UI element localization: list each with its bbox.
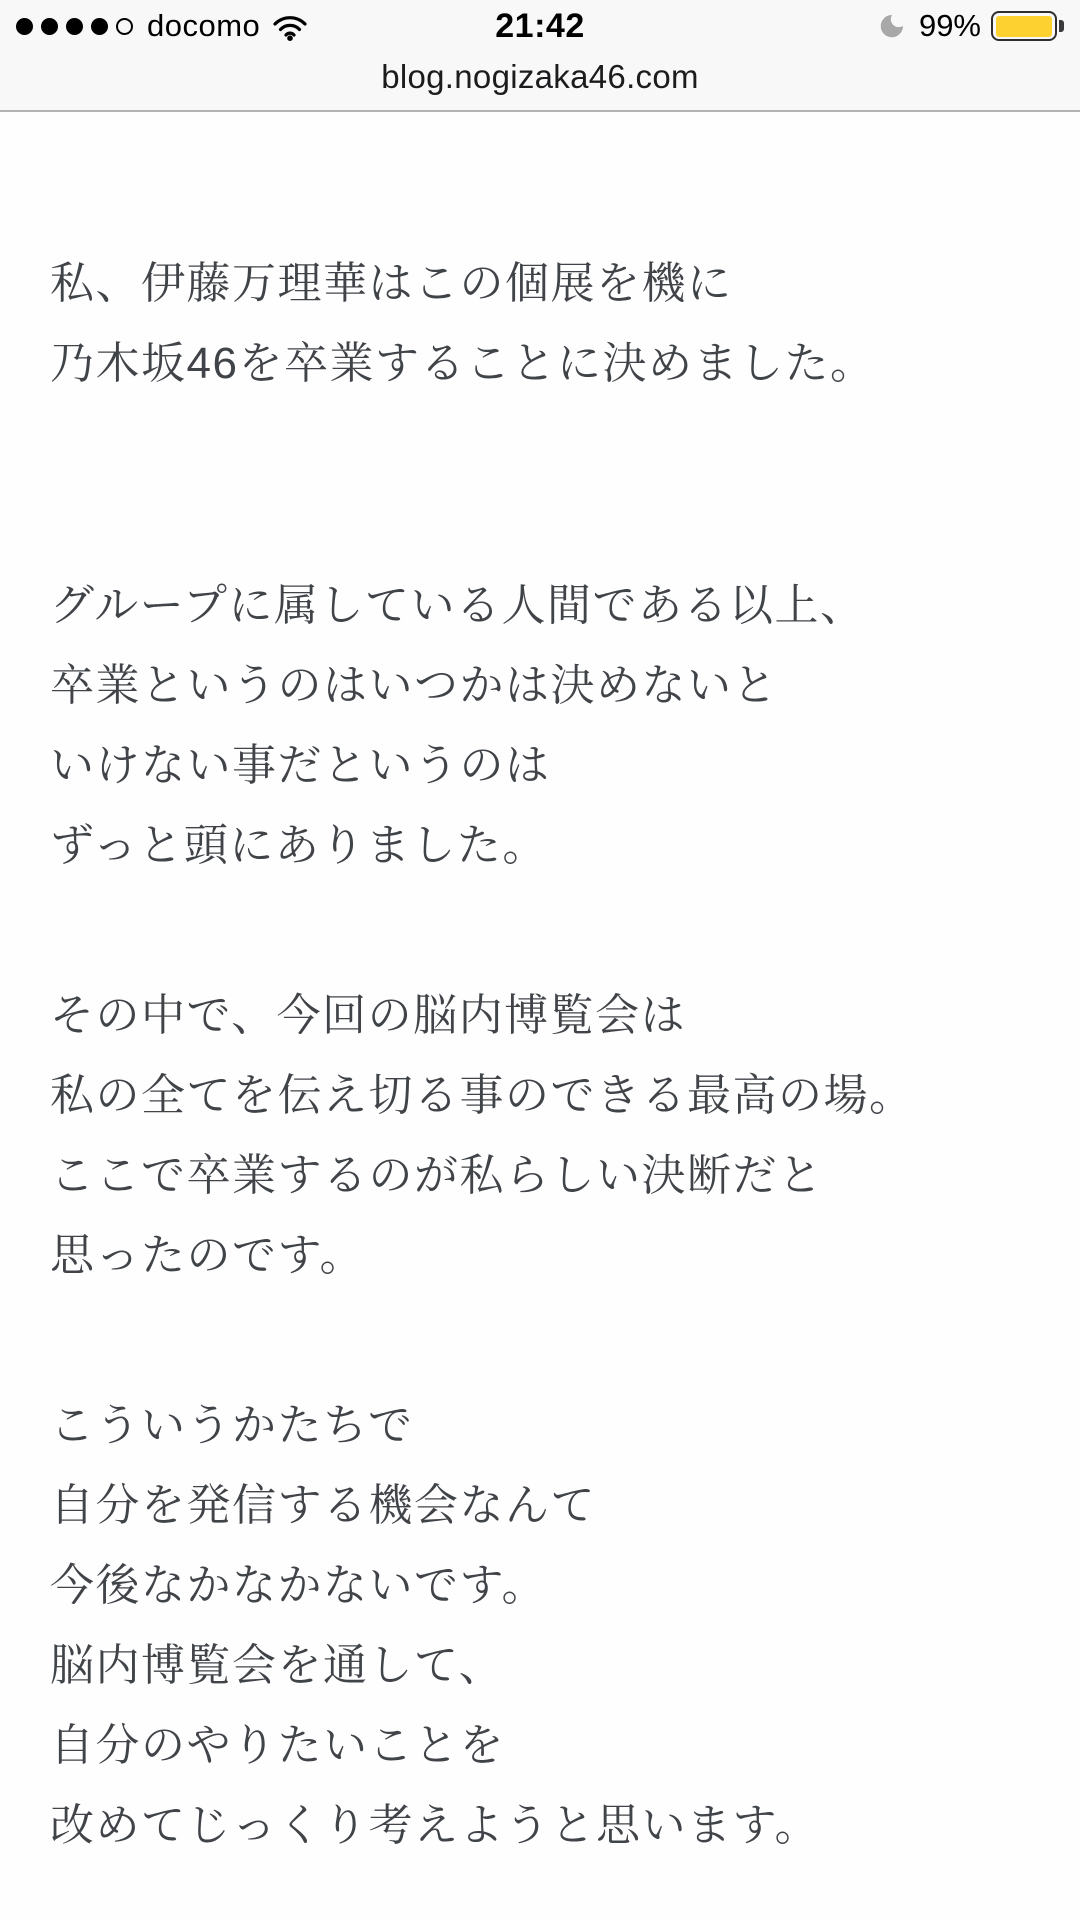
battery-percent-label: 99% <box>918 8 981 43</box>
signal-dot-filled <box>66 18 83 35</box>
blog-content <box>0 112 1080 1866</box>
text-line: 思ったのです。 <box>50 1231 365 1280</box>
text-line: いけない事だというのは <box>50 741 551 790</box>
status-bar-left <box>16 8 308 44</box>
signal-dot-filled <box>16 18 33 35</box>
status-time: 21:42 <box>495 6 585 45</box>
url-bar[interactable] <box>0 46 1080 108</box>
moon-icon <box>877 11 907 41</box>
battery-fill <box>996 16 1052 37</box>
battery-icon <box>991 11 1057 41</box>
paragraph-2 <box>50 566 1040 886</box>
signal-dot-filled <box>41 18 58 35</box>
status-bar <box>0 0 1080 46</box>
signal-dot-filled <box>91 18 108 35</box>
text-line: 自分のやりたいことを <box>50 1721 505 1770</box>
text-line: 自分を発信する機会なんて <box>50 1481 596 1530</box>
url-domain[interactable]: blog.nogizaka46.com <box>381 58 699 95</box>
text-line: 乃木坂46を卒業することに決めました。 <box>50 339 876 388</box>
text-line: 改めてじっくり考えようと思います。 <box>50 1801 820 1850</box>
text-line: グループに属している人間である以上、 <box>50 581 866 630</box>
text-line: 私、伊藤万理華はこの個展を機に <box>50 259 733 308</box>
signal-dot-empty <box>116 18 133 35</box>
wifi-icon <box>272 14 308 41</box>
paragraph-3 <box>50 976 1040 1296</box>
paragraph-4 <box>50 1386 1040 1866</box>
status-bar-right <box>877 8 1064 44</box>
text-line: ずっと頭にありました。 <box>50 821 548 870</box>
text-line: 脳内博覧会を通して、 <box>50 1641 505 1690</box>
text-line: ここで卒業するのが私らしい決断だと <box>50 1151 824 1200</box>
text-line: こういうかたちで <box>50 1401 414 1450</box>
carrier-label: docomo <box>147 8 261 43</box>
text-line: 私の全てを伝え切る事のできる最高の場。 <box>50 1071 915 1120</box>
text-line: 卒業というのはいつかは決めないと <box>50 661 778 710</box>
text-line: 今後なかなかないです。 <box>50 1561 547 1610</box>
safari-header <box>0 0 1080 112</box>
cell-signal-icon <box>16 18 141 35</box>
text-line: その中で、今回の脳内博覧会は <box>50 991 687 1040</box>
paragraph-1 <box>50 244 1040 404</box>
battery-nub <box>1059 20 1064 32</box>
